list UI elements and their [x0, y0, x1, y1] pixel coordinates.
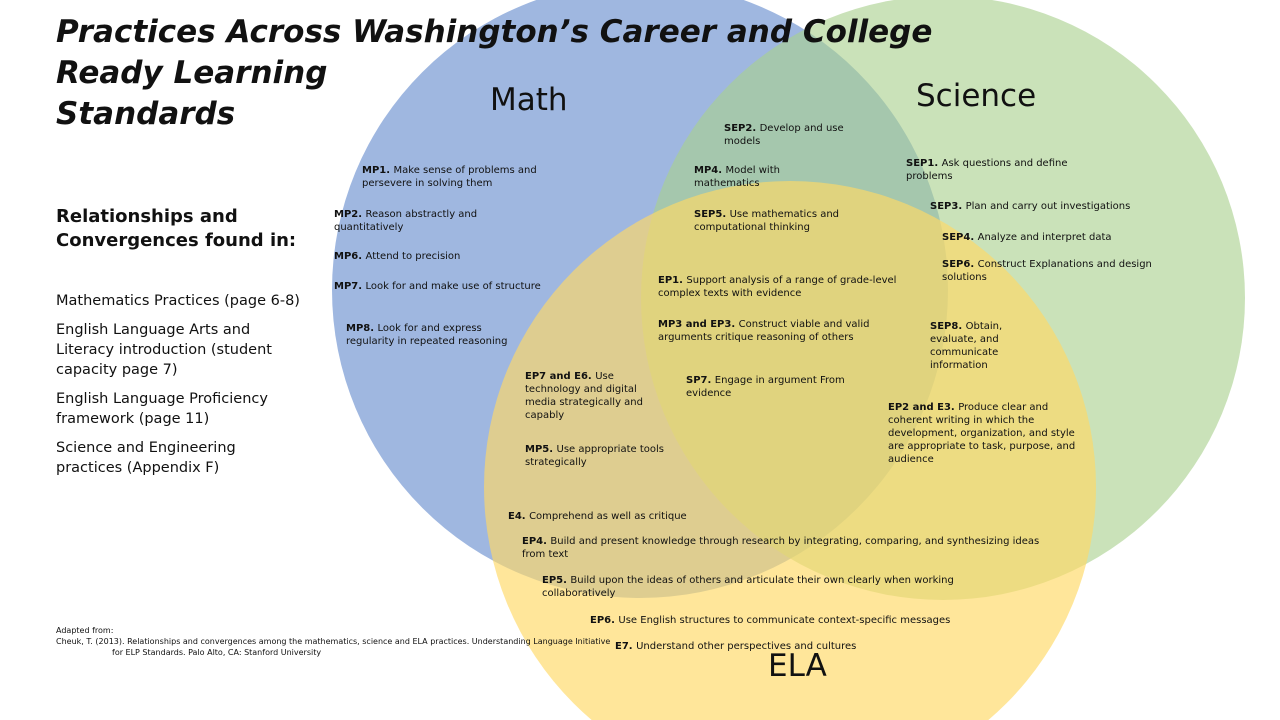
item-ep4: EP4. Build and present knowledge through research by integrating, comparing, and synthesizing ideas from text	[522, 536, 1040, 560]
practice-code: EP2 and E3.	[888, 402, 959, 413]
practice-code: MP5.	[525, 444, 557, 455]
item-mp7: MP7. Look for and make use of structure	[334, 281, 541, 292]
item-mp8: MP8. Look for and express regularity in repeated reasoning	[346, 323, 508, 347]
practice-code: MP7.	[334, 281, 366, 292]
item-sep2: SEP2. Develop and use models	[724, 123, 844, 147]
science-label: Science	[916, 78, 1037, 114]
item-sep4: SEP4. Analyze and interpret data	[942, 232, 1112, 243]
sidebar-item-math-practices: Mathematics Practices (page 6-8)	[56, 293, 300, 309]
item-mp2: MP2. Reason abstractly and quantitatively	[334, 209, 478, 233]
citation-label: Adapted from:	[56, 626, 114, 635]
item-mp1: MP1. Make sense of problems and persevere in solving them	[362, 165, 537, 189]
practice-code: EP5.	[542, 575, 571, 586]
page-title-line-1: Practices Across Washington’s Career and College	[56, 14, 933, 50]
item-mp5: MP5. Use appropriate tools strategically	[525, 444, 664, 468]
item-sep1: SEP1. Ask questions and define problems	[906, 158, 1068, 182]
practice-code: E7.	[615, 641, 637, 652]
item-sp7: SP7. Engage in argument From evidence	[686, 375, 845, 399]
sidebar-item-elp-framework: English Language Proficiency framework (page 11)	[56, 391, 268, 427]
item-ep5: EP5. Build upon the ideas of others and articulate their own clearly when working collaboratively	[542, 575, 954, 599]
item-ep7-e6: EP7 and E6. Use technology and digital media strategically and capably	[525, 371, 643, 421]
practice-code: E4.	[508, 511, 530, 522]
practice-code: MP1.	[362, 165, 394, 176]
item-ep1: EP1. Support analysis of a range of grade-level complex texts with evidence	[658, 275, 897, 299]
practice-code: EP6.	[590, 615, 619, 626]
sidebar-item-ela-literacy: English Language Arts and Literacy introduction (student capacity page 7)	[56, 322, 272, 378]
practice-code: MP3 and EP3.	[658, 319, 739, 330]
item-sep6: SEP6. Construct Explanations and design solutions	[942, 259, 1152, 283]
item-sep3: SEP3. Plan and carry out investigations	[930, 201, 1131, 212]
sidebar-list	[56, 291, 306, 487]
item-mp4: MP4. Model with mathematics	[694, 165, 780, 189]
practice-code: SP7.	[686, 375, 715, 386]
sidebar-item-science-practices: Science and Engineering practices (Appendix F)	[56, 440, 236, 476]
practice-code: EP4.	[522, 536, 551, 547]
practice-code: EP7 and E6.	[525, 371, 596, 382]
item-sep5: SEP5. Use mathematics and computational thinking	[694, 209, 840, 233]
page-title-line-2: Ready Learning Standards	[56, 55, 328, 132]
practice-code: SEP3.	[930, 201, 966, 212]
sidebar-heading: Relationships and Convergences found in:	[56, 206, 297, 251]
practice-code: SEP5.	[694, 209, 730, 220]
practice-code: MP2.	[334, 209, 366, 220]
practice-code: SEP4.	[942, 232, 978, 243]
practice-code: MP6.	[334, 251, 366, 262]
practice-code: SEP8.	[930, 321, 966, 332]
item-mp3-ep3: MP3 and EP3. Construct viable and valid arguments critique reasoning of others	[658, 319, 870, 343]
practice-code: SEP6.	[942, 259, 978, 270]
practice-code: MP4.	[694, 165, 726, 176]
item-ep2-e3: EP2 and E3. Produce clear and coherent writing in which the development, organization, and style are appropriate to task, purpose, and audience	[888, 402, 1076, 465]
practice-code: SEP2.	[724, 123, 760, 134]
practice-code: EP1.	[658, 275, 687, 286]
practice-code: MP8.	[346, 323, 378, 334]
item-sep8: SEP8. Obtain, evaluate, and communicate information	[930, 321, 1003, 371]
practice-code: SEP1.	[906, 158, 942, 169]
citation-text: Cheuk, T. (2013). Relationships and convergences among the mathematics, science and ELA practices. Understanding Language Initiative for ELP Standards. Palo Alto, CA: Stanford University	[56, 637, 611, 657]
item-e4: E4. Comprehend as well as critique	[508, 511, 687, 522]
math-label: Math	[490, 82, 568, 118]
item-ep6: EP6. Use English structures to communicate context-specific messages	[590, 615, 951, 626]
ela-label: ELA	[768, 648, 827, 684]
item-e7: E7. Understand other perspectives and cultures	[615, 641, 857, 652]
item-mp6: MP6. Attend to precision	[334, 251, 461, 262]
citation	[56, 625, 616, 658]
